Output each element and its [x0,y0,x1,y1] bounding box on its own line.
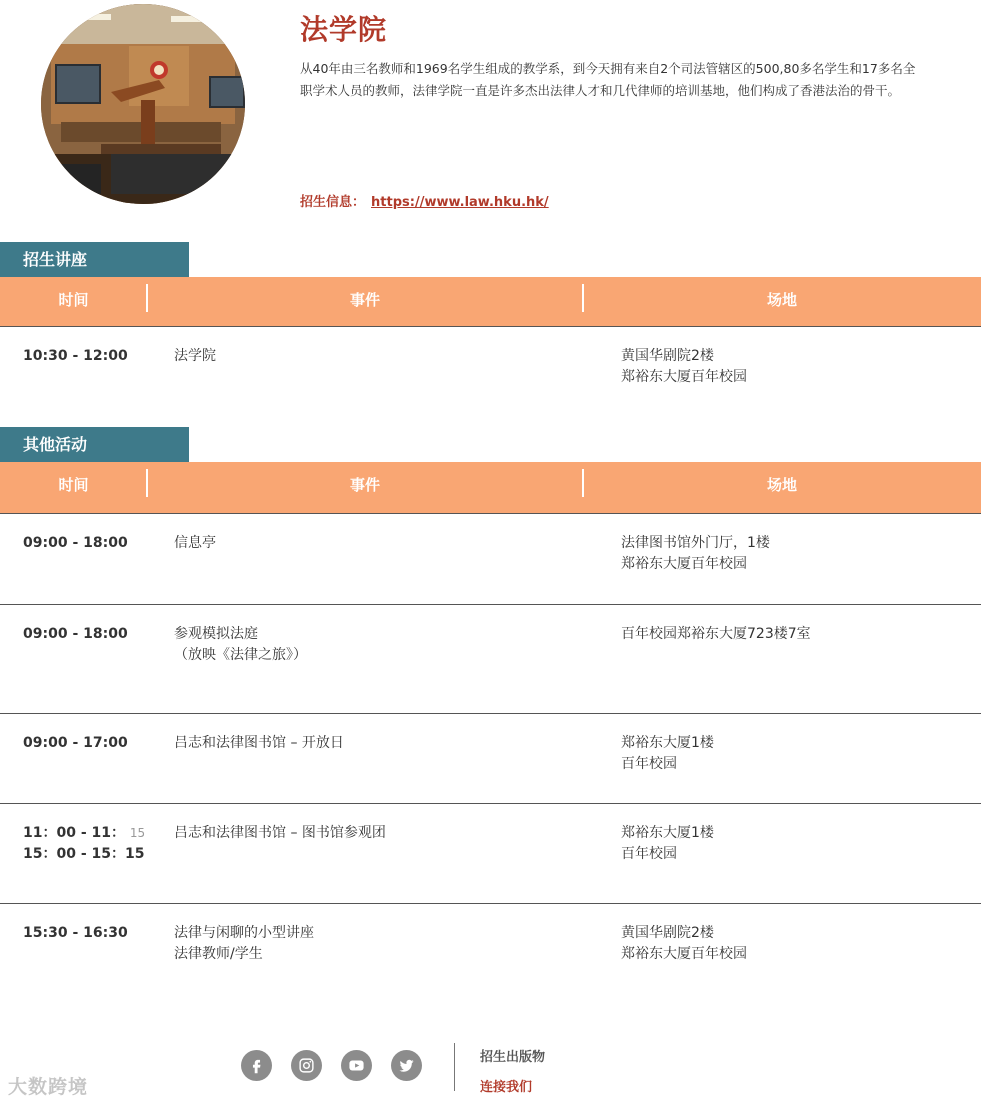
row-event [174,823,574,844]
youtube-icon[interactable] [341,1050,372,1081]
event-line: （放映《法律之旅》） [174,647,307,663]
venue-line: 郑裕东大厦1楼 [621,825,714,841]
row-time: 09:00 - 17:00 [23,735,128,751]
watermark: 大数跨境 [8,1076,89,1098]
section-heading-activities: 其他活动 [0,427,189,462]
row-venue [621,346,961,388]
table-row [0,804,981,904]
column-header-event: 事件 [349,476,380,494]
table-row [0,714,981,804]
table-header [0,462,981,514]
venue-line: 法律图书馆外门厅，1楼 [621,535,770,551]
venue-line: 百年校园 [621,846,677,862]
row-event [174,624,574,666]
venue-line: 郑裕东大厦百年校园 [621,556,747,572]
venue-line: 郑裕东大厦1楼 [621,735,714,751]
row-venue [621,733,961,775]
column-header-time: 时间 [58,291,89,309]
twitter-icon[interactable] [391,1050,422,1081]
time-part: 11：00 - 11： [23,825,126,841]
table-row [0,904,981,984]
section-heading-lectures: 招生讲座 [0,242,189,277]
row-time: 09:00 - 18:00 [23,535,128,551]
row-event [174,733,574,754]
event-line: 信息亭 [174,535,216,551]
table-row [0,605,981,714]
courtroom-photo [41,4,245,204]
table-header [0,277,981,327]
venue-line: 百年校园 [621,756,677,772]
column-header-venue: 场地 [766,476,797,494]
contact-link[interactable]: 连接我们 [480,1080,533,1095]
column-header-venue: 场地 [766,291,797,309]
venue-line: 百年校园郑裕东大厦723楼7室 [621,626,811,642]
activities-section [0,427,981,987]
facebook-icon[interactable] [241,1050,272,1081]
time-line: 15：00 - 15：15 [23,846,145,862]
row-time: 10:30 - 12:00 [23,348,128,364]
event-line: 法学院 [174,348,216,364]
row-time [23,823,148,865]
time-part-small: 15 [129,826,146,840]
row-event [174,346,574,367]
row-time: 15:30 - 16:30 [23,925,128,941]
row-venue [621,533,961,575]
event-line: 参观模拟法庭 [174,626,258,642]
event-line: 吕志和法律图书馆 – 图书馆参观团 [174,825,386,841]
page-title: 法学院 [300,13,388,46]
intro-paragraph: 从40年由三名教师和1969名学生组成的教学系，到今天拥有来自2个司法管辖区的500,80多名学生和17多名全职学术人员的教师，法律学院一直是许多杰出法律人才和几代律师的培训基地，他们构成了香港法治的骨干。 [300,61,916,98]
row-venue [621,923,961,965]
table-row [0,514,981,605]
enrollment-link[interactable]: https://www.law.hku.hk/ [371,195,549,210]
row-event [174,533,574,554]
lectures-section [0,242,981,402]
event-line: 法律教师/学生 [174,946,263,962]
column-header-event: 事件 [349,291,380,309]
row-event [174,923,574,965]
table-row [0,327,981,402]
column-header-time: 时间 [58,476,89,494]
enrollment-label: 招生信息： [300,195,366,210]
enrollment-info [300,191,549,210]
row-venue [621,624,961,645]
time-line [23,823,148,844]
row-venue [621,823,961,865]
venue-line: 郑裕东大厦百年校园 [621,369,747,385]
instagram-icon[interactable] [291,1050,322,1081]
venue-line: 黄国华剧院2楼 [621,348,714,364]
event-line: 吕志和法律图书馆 – 开放日 [174,735,344,751]
event-line: 法律与闲聊的小型讲座 [174,925,314,941]
publications-link[interactable]: 招生出版物 [480,1050,546,1065]
venue-line: 郑裕东大厦百年校园 [621,946,747,962]
footer-divider [454,1043,455,1091]
row-time: 09:00 - 18:00 [23,626,128,642]
venue-line: 黄国华剧院2楼 [621,925,714,941]
